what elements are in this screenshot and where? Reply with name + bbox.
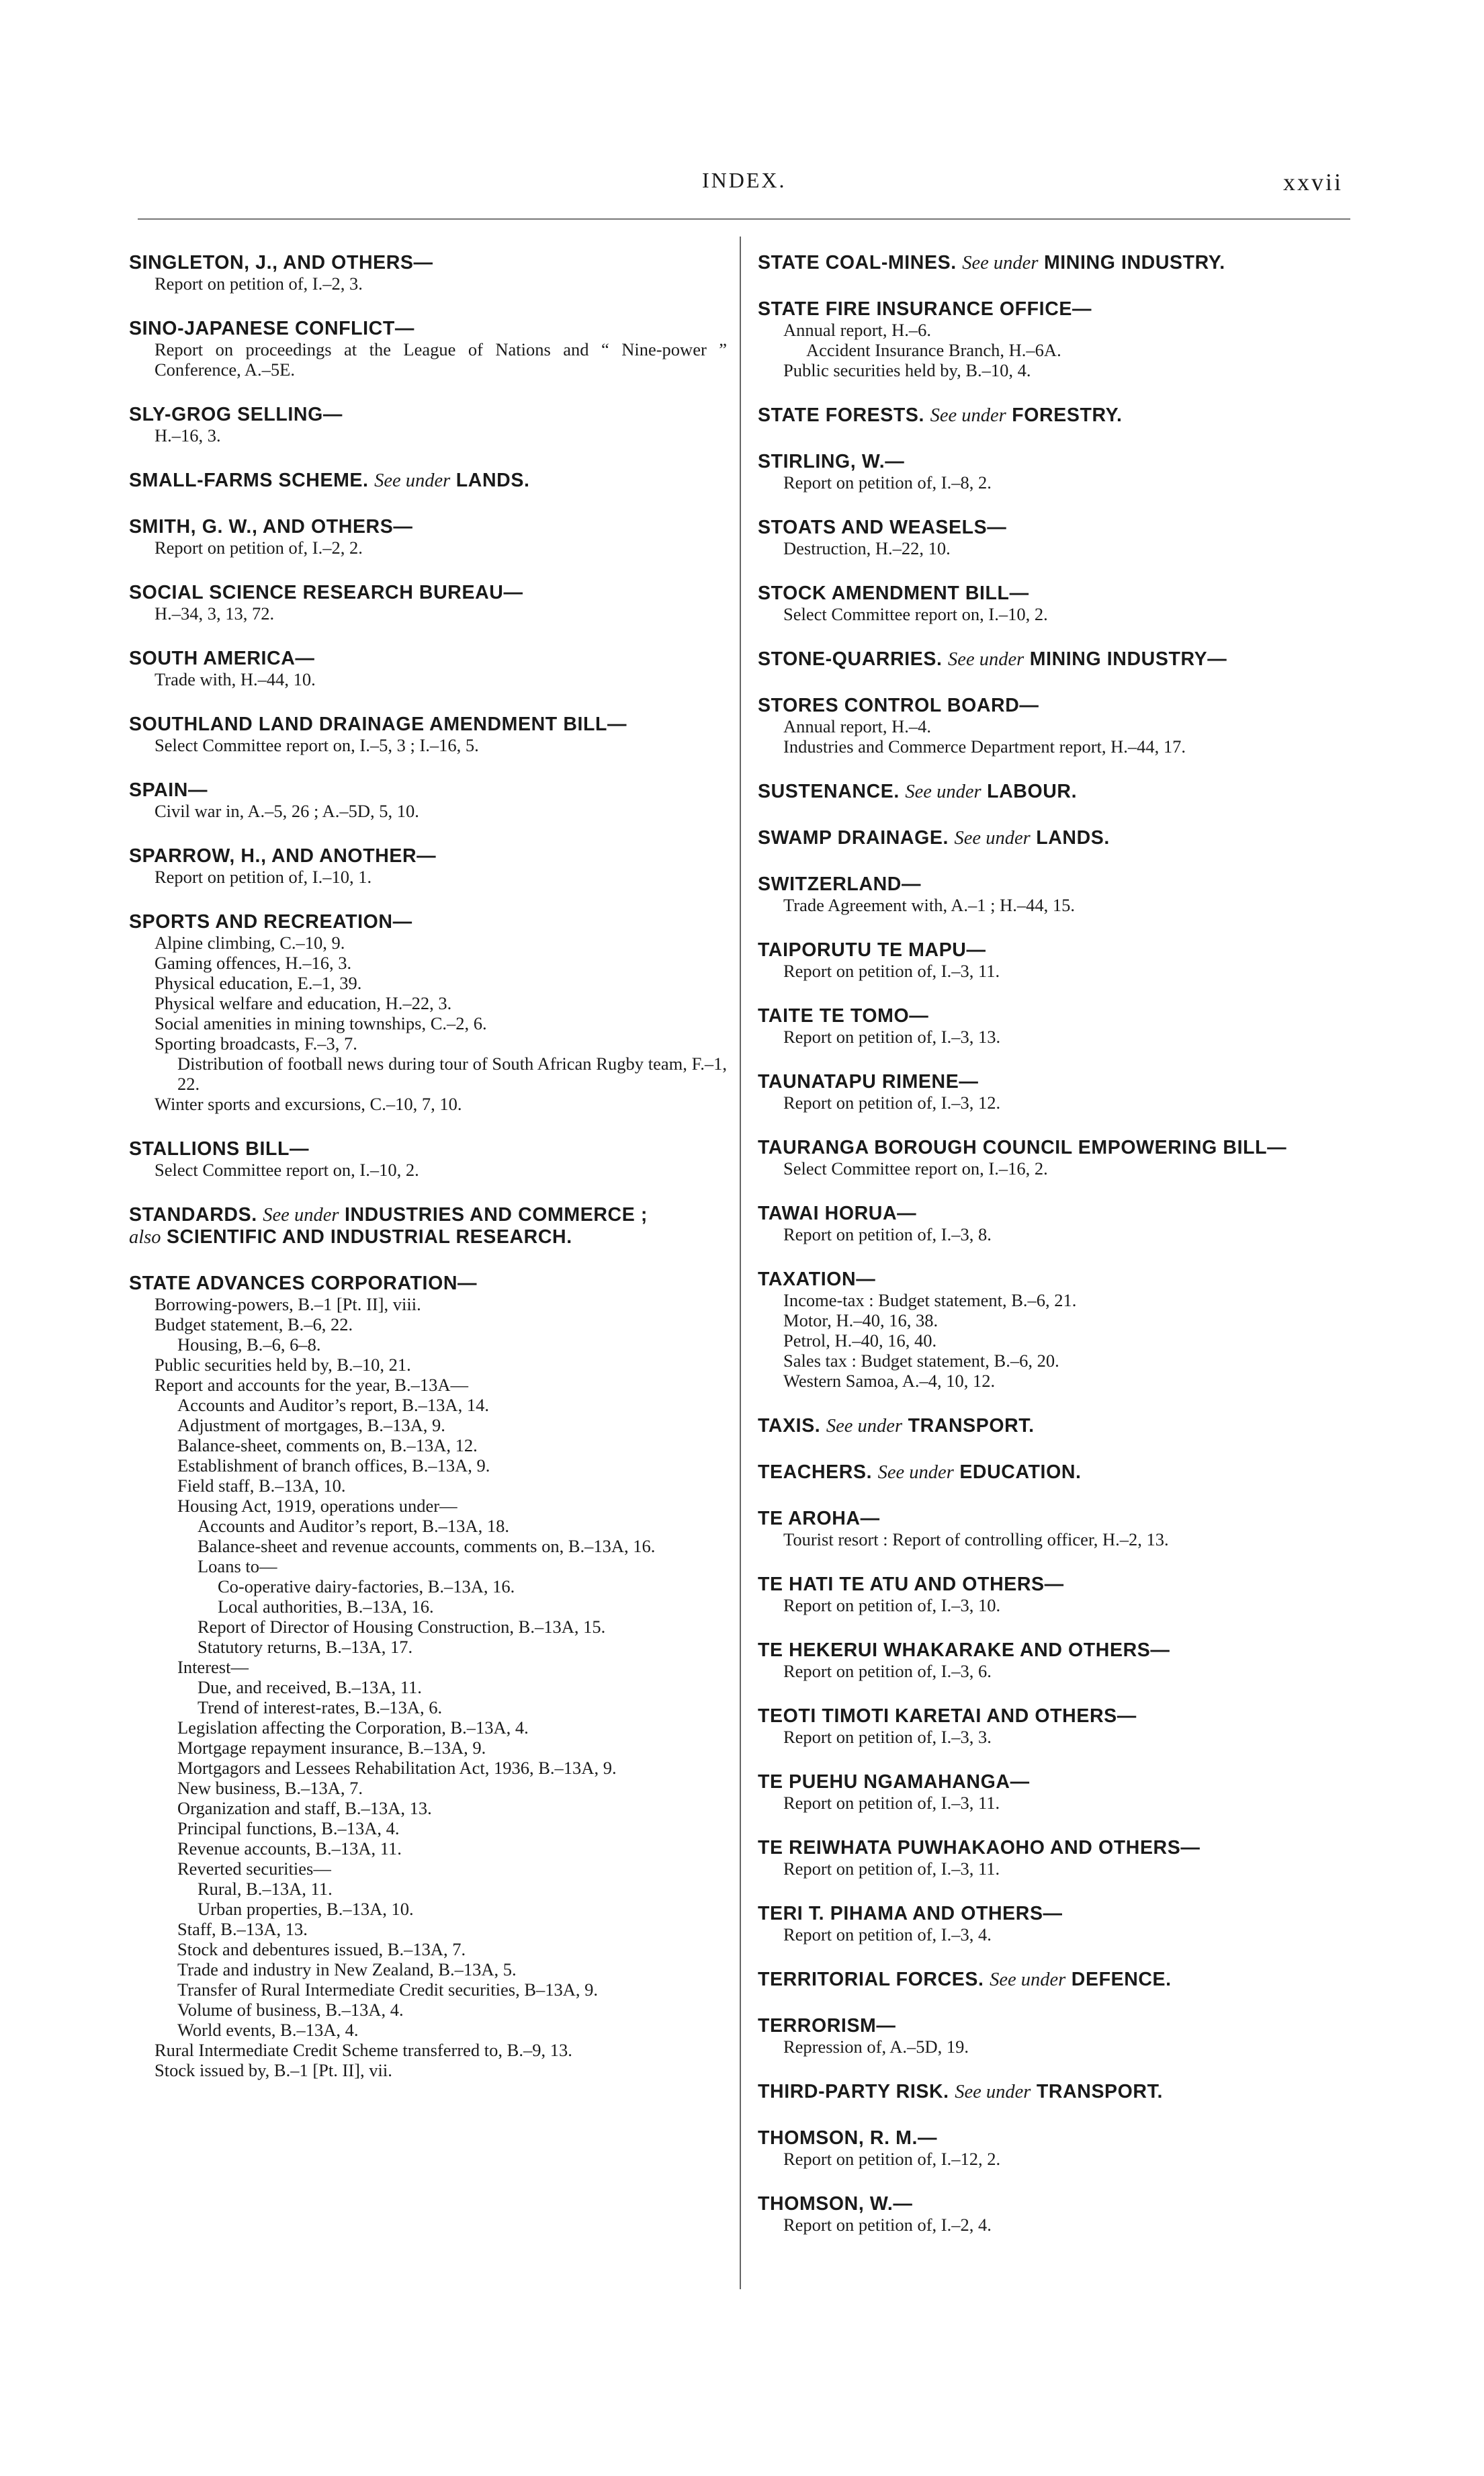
index-entry [758,517,1349,558]
index-entry [129,714,727,755]
entry-subitem: Public securities held by, B.–10, 4. [783,360,1031,380]
entry-subitem: Local authorities, B.–13A, 16. [218,1596,434,1617]
heading-text: TE AROHA— [758,1508,880,1529]
entry-subitem: Social amenities in mining townships, C.–2, 6. [155,1013,487,1033]
entry-subitem: Report on petition of, I.–2, 3. [155,273,363,294]
heading-text: TAUNATAPU RIMENE— [758,1071,979,1093]
index-entry [758,648,1349,671]
entry-subitem: Physical welfare and education, H.–22, 3. [155,993,452,1013]
entry-heading [758,1574,1349,1595]
heading-text: TERI T. PIHAMA AND OTHERS— [758,1903,1063,1924]
cross-reference: SCIENTIFIC AND INDUSTRIAL RESEARCH. [167,1226,572,1248]
cross-reference: MINING INDUSTRY— [1029,648,1227,670]
index-entry [129,1273,727,2080]
heading-text: STATE COAL-MINES. [758,252,957,273]
see-under-label: See under [930,405,1006,426]
entry-heading [758,873,1349,895]
entry-subitem: Statutory returns, B.–13A, 17. [198,1637,413,1657]
entry-subitem: Borrowing-powers, B.–1 [Pt. II], viii. [155,1294,421,1314]
entry-subitem: Report on petition of, I.–3, 13. [783,1027,1001,1047]
entry-heading [758,1203,1349,1224]
entry-subitem: Stock and debentures issued, B.–13A, 7. [177,1939,466,1959]
heading-text: SINGLETON, J., AND OTHERS— [129,252,433,273]
cross-reference: INDUSTRIES AND COMMERCE ; [344,1204,648,1226]
entry-subitem: Select Committee report on, I.–16, 2. [783,1158,1048,1179]
index-entry [129,516,727,558]
heading-text: STIRLING, W.— [758,451,905,472]
entry-subitem: Report on petition of, I.–3, 4. [783,1924,992,1945]
entry-subitem: Select Committee report on, I.–10, 2. [783,604,1048,624]
index-entry [758,1969,1349,1991]
index-entry [129,1204,727,1248]
heading-text: TEACHERS. [758,1461,873,1483]
entry-subitem: Annual report, H.–6. [783,320,932,340]
entry-subitem: Motor, H.–40, 16, 38. [783,1310,939,1330]
entry-subitem: Revenue accounts, B.–13A, 11. [177,1838,402,1859]
heading-text: STORES CONTROL BOARD— [758,695,1039,716]
entry-subitem: Select Committee report on, I.–5, 3 ; I.–16, 5. [155,735,479,755]
entry-subitem: Urban properties, B.–13A, 10. [198,1899,414,1919]
entry-subitem: Accounts and Auditor’s report, B.–13A, 14. [177,1395,489,1415]
entry-heading [129,582,727,603]
index-entry [758,1415,1349,1437]
entry-subitem: Establishment of branch offices, B.–13A, 9. [177,1455,490,1476]
page-header [0,168,1484,208]
index-entry [758,1508,1349,1549]
index-entry [758,2127,1349,2169]
entry-heading [129,845,727,867]
heading-text: STATE FIRE INSURANCE OFFICE— [758,298,1092,320]
cross-reference: EDUCATION. [959,1461,1082,1483]
entry-subitem: Petrol, H.–40, 16, 40. [783,1330,937,1351]
entry-heading [129,470,727,492]
index-entry [758,404,1349,427]
entry-heading [129,714,727,735]
entry-heading [758,451,1349,472]
entry-subitem: Sales tax : Budget statement, B.–6, 20. [783,1351,1059,1371]
cross-reference: DEFENCE. [1071,1969,1172,1990]
heading-text: SUSTENANCE. [758,781,900,802]
entry-heading [758,939,1349,961]
entry-subitem: Sporting broadcasts, F.–3, 7. [155,1033,357,1054]
entry-heading [758,1508,1349,1529]
index-entry [758,1269,1349,1391]
index-entry [758,1071,1349,1113]
entry-heading [758,695,1349,716]
entry-heading [758,1639,1349,1661]
index-entry [129,648,727,689]
entry-subitem: Accident Insurance Branch, H.–6A. [806,340,1061,360]
entry-subitem: Physical education, E.–1, 39. [155,973,362,993]
entry-subitem: Report on petition of, I.–3, 12. [783,1093,1001,1113]
entry-subitem: Volume of business, B.–13A, 4. [177,2000,404,2020]
entry-subitem: Principal functions, B.–13A, 4. [177,1818,400,1838]
entry-subitem: Balance-sheet and revenue accounts, comments on, B.–13A, 16. [198,1536,656,1556]
index-entry [129,845,727,887]
entry-subitem: Report on petition of, I.–3, 3. [783,1727,992,1747]
index-entry [758,2193,1349,2235]
index-entry [758,1771,1349,1813]
index-entry [758,695,1349,757]
entry-subitem: Annual report, H.–4. [783,716,932,736]
index-entry [758,1574,1349,1615]
entry-subitem: Report on petition of, I.–3, 11. [783,1793,1000,1813]
entry-subitem: Report on petition of, I.–3, 6. [783,1661,992,1681]
heading-text: SPORTS AND RECREATION— [129,911,412,933]
heading-text: STALLIONS BILL— [129,1138,310,1160]
entry-subitem: Report on petition of, I.–3, 11. [783,1859,1000,1879]
entry-subitem: Western Samoa, A.–4, 10, 12. [783,1371,996,1391]
index-entry [129,252,727,294]
entry-subitem: Reverted securities— [177,1859,331,1879]
entry-heading [758,2193,1349,2215]
heading-text: SPAIN— [129,779,208,801]
entry-heading [758,2015,1349,2037]
entry-subitem: Destruction, H.–22, 10. [783,538,951,558]
index-entry [758,1137,1349,1179]
entry-heading [129,516,727,538]
entry-subitem: Tourist resort : Report of controlling officer, H.–2, 13. [783,1529,1169,1549]
see-under-label: See under [948,649,1024,670]
entry-subitem: Trade with, H.–44, 10. [155,669,316,689]
heading-text: SMITH, G. W., AND OTHERS— [129,516,413,538]
index-entry [758,1005,1349,1047]
entry-subitem: Gaming offences, H.–16, 3. [155,953,352,973]
entry-subitem: Trade Agreement with, A.–1 ; H.–44, 15. [783,895,1076,915]
entry-heading [758,2127,1349,2149]
entry-subitem: Co-operative dairy-factories, B.–13A, 16. [218,1576,515,1596]
entry-heading [758,1005,1349,1027]
index-entry [758,1705,1349,1747]
heading-text: TE REIWHATA PUWHAKAOHO AND OTHERS— [758,1837,1201,1859]
right-column [758,252,1349,2259]
entry-subitem: Income-tax : Budget statement, B.–6, 21. [783,1290,1077,1310]
entry-subitem: Due, and received, B.–13A, 11. [198,1677,422,1697]
entry-heading [758,298,1349,320]
entry-subitem: Interest— [177,1657,249,1677]
header-rule [138,218,1350,220]
entry-subitem: H.–16, 3. [155,425,221,445]
entry-subitem: Rural, B.–13A, 11. [198,1879,333,1899]
heading-text: TERRORISM— [758,2015,896,2037]
entry-heading [129,648,727,669]
entry-heading [758,517,1349,538]
index-entry [129,911,727,1114]
entry-subitem: Trade and industry in New Zealand, B.–13A, 5. [177,1959,517,1979]
entry-subitem: Report on petition of, I.–2, 2. [155,538,363,558]
see-under-label: See under [905,781,981,802]
entry-heading [758,648,1349,671]
cross-reference: LABOUR. [987,781,1078,802]
heading-text: THIRD-PARTY RISK. [758,2081,949,2102]
heading-text: STONE-QUARRIES. [758,648,943,670]
heading-text: SLY-GROG SELLING— [129,404,343,425]
entry-subitem: Report on petition of, I.–3, 11. [783,961,1000,981]
heading-text: SOCIAL SCIENCE RESEARCH BUREAU— [129,582,523,603]
index-entry [758,873,1349,915]
cross-reference: FORESTRY. [1012,404,1123,426]
see-under-label: See under [374,470,451,491]
index-entry [758,451,1349,493]
heading-text: STOATS AND WEASELS— [758,517,1007,538]
entry-subitem: Public securities held by, B.–10, 21. [155,1355,411,1375]
heading-text: SPARROW, H., AND ANOTHER— [129,845,437,867]
entry-subitem: Alpine climbing, C.–10, 9. [155,933,345,953]
heading-text: STOCK AMENDMENT BILL— [758,583,1029,604]
entry-subitem: Accounts and Auditor’s report, B.–13A, 18. [198,1516,509,1536]
column-divider [740,237,741,2289]
entry-heading [758,252,1349,274]
entry-subitem: Legislation affecting the Corporation, B.–13A, 4. [177,1717,529,1738]
entry-subitem: Housing, B.–6, 6–8. [177,1334,321,1355]
entry-heading [758,1269,1349,1290]
entry-heading [758,781,1349,803]
index-entry [758,298,1349,380]
entry-heading [758,404,1349,427]
entry-heading [129,1138,727,1160]
see-also-label: also [129,1227,161,1248]
cross-reference: LANDS. [1036,827,1110,849]
cross-reference: MINING INDUSTRY. [1043,252,1225,273]
heading-text: SINO-JAPANESE CONFLICT— [129,318,414,339]
entry-heading [758,1461,1349,1484]
index-entry [758,583,1349,624]
entry-subitem: H.–34, 3, 13, 72. [155,603,275,624]
see-under-label: See under [877,1462,954,1483]
index-entry [758,2015,1349,2057]
entry-heading [758,1837,1349,1859]
entry-heading [129,404,727,425]
entry-heading [129,1273,727,1294]
entry-subitem: Field staff, B.–13A, 10. [177,1476,346,1496]
entry-subitem: Report of Director of Housing Construction, B.–13A, 15. [198,1617,606,1637]
entry-heading [129,779,727,801]
entry-subitem: Report on petition of, I.–8, 2. [783,472,992,493]
heading-text: TAXATION— [758,1269,876,1290]
entry-subitem: Organization and staff, B.–13A, 13. [177,1798,432,1818]
heading-text: TAXIS. [758,1415,821,1437]
entry-subitem: Repression of, A.–5D, 19. [783,2037,969,2057]
entry-heading [129,1204,727,1248]
index-entry [758,252,1349,274]
entry-subitem: Adjustment of mortgages, B.–13A, 9. [177,1415,445,1435]
entry-heading [758,2081,1349,2103]
page-number: xxvii [1283,169,1344,196]
heading-text: TAWAI HORUA— [758,1203,917,1224]
entry-subitem: Report on petition of, I.–12, 2. [783,2149,1001,2169]
entry-heading [758,583,1349,604]
index-entry [758,939,1349,981]
see-under-label: See under [826,1416,903,1437]
entry-subitem: Stock issued by, B.–1 [Pt. II], vii. [155,2060,392,2080]
heading-text: TE HEKERUI WHAKARAKE AND OTHERS— [758,1639,1170,1661]
entry-heading [758,1969,1349,1991]
entry-subitem: New business, B.–13A, 7. [177,1778,363,1798]
entry-subitem: Report and accounts for the year, B.–13A— [155,1375,468,1395]
entry-subitem: Select Committee report on, I.–10, 2. [155,1160,419,1180]
entry-subitem: Loans to— [198,1556,277,1576]
entry-heading [758,827,1349,849]
entry-subitem: World events, B.–13A, 4. [177,2020,359,2040]
see-under-label: See under [962,253,1039,273]
index-entry [129,404,727,445]
entry-heading [758,1071,1349,1093]
heading-text: TERRITORIAL FORCES. [758,1969,984,1990]
index-entry [758,1639,1349,1681]
heading-text: STATE ADVANCES CORPORATION— [129,1273,478,1294]
see-under-label: See under [954,828,1031,849]
entry-subitem: Transfer of Rural Intermediate Credit securities, B–13A, 9. [177,1979,599,2000]
heading-text: SOUTHLAND LAND DRAINAGE AMENDMENT BILL— [129,714,627,735]
heading-text: THOMSON, W.— [758,2193,913,2215]
heading-text: STATE FORESTS. [758,404,925,426]
entry-subitem: Staff, B.–13A, 13. [177,1919,308,1939]
entry-subitem: Industries and Commerce Department report, H.–44, 17. [783,736,1186,757]
index-entry [129,1138,727,1180]
index-entry [758,1837,1349,1879]
index-entry [758,781,1349,803]
index-entry [129,318,727,380]
entry-subitem: Report on petition of, I.–3, 10. [783,1595,1001,1615]
index-entry [758,1461,1349,1484]
entry-subitem: Balance-sheet, comments on, B.–13A, 12. [177,1435,478,1455]
heading-text: SOUTH AMERICA— [129,648,315,669]
entry-heading [129,911,727,933]
entry-subitem: Budget statement, B.–6, 22. [155,1314,353,1334]
heading-text: SWAMP DRAINAGE. [758,827,949,849]
entry-subitem: Distribution of football news during tour of South African Rugby team, F.–1, 22. [177,1054,727,1094]
left-column [129,252,727,2104]
entry-subitem: Mortgage repayment insurance, B.–13A, 9. [177,1738,486,1758]
see-under-label: See under [990,1969,1066,1990]
index-entry [758,2081,1349,2103]
entry-heading [758,1903,1349,1924]
heading-text: THOMSON, R. M.— [758,2127,938,2149]
entry-subitem: Report on petition of, I.–3, 8. [783,1224,992,1244]
heading-text: TE PUEHU NGAMAHANGA— [758,1771,1030,1793]
see-under-label: See under [955,2082,1031,2102]
entry-subitem: Rural Intermediate Credit Scheme transferred to, B.–9, 13. [155,2040,572,2060]
see-under-label: See under [263,1205,339,1226]
cross-reference: TRANSPORT. [1036,2081,1163,2102]
index-entry [758,1903,1349,1945]
heading-text: SMALL-FARMS SCHEME. [129,470,369,491]
entry-subitem: Trend of interest-rates, B.–13A, 6. [198,1697,443,1717]
entry-heading [129,252,727,273]
entry-heading [758,1771,1349,1793]
entry-subitem: Report on petition of, I.–2, 4. [783,2215,992,2235]
entry-subitem: Report on proceedings at the League of Nations and “ Nine-power ” Conference, A.–5E. [155,339,727,380]
heading-text: STANDARDS. [129,1204,257,1226]
heading-text: TE HATI TE ATU AND OTHERS— [758,1574,1064,1595]
page-title: INDEX. [702,168,787,192]
entry-subitem: Winter sports and excursions, C.–10, 7, 10. [155,1094,462,1114]
entry-heading [758,1705,1349,1727]
index-entry [758,827,1349,849]
entry-subitem: Housing Act, 1919, operations under— [177,1496,457,1516]
index-entry [758,1203,1349,1244]
entry-subitem: Mortgagors and Lessees Rehabilitation Act, 1936, B.–13A, 9. [177,1758,617,1778]
heading-text: SWITZERLAND— [758,873,922,895]
entry-subitem: Civil war in, A.–5, 26 ; A.–5D, 5, 10. [155,801,419,821]
heading-text: TAIPORUTU TE MAPU— [758,939,986,961]
index-entry [129,779,727,821]
heading-text: TAURANGA BOROUGH COUNCIL EMPOWERING BILL— [758,1137,1287,1158]
heading-text: TEOTI TIMOTI KARETAI AND OTHERS— [758,1705,1137,1727]
cross-reference: LANDS. [455,470,530,491]
heading-text: TAITE TE TOMO— [758,1005,929,1027]
entry-heading [758,1415,1349,1437]
entry-heading [129,318,727,339]
index-entry [129,470,727,492]
entry-heading [758,1137,1349,1158]
cross-reference: TRANSPORT. [908,1415,1035,1437]
index-entry [129,582,727,624]
entry-subitem: Report on petition of, I.–10, 1. [155,867,372,887]
